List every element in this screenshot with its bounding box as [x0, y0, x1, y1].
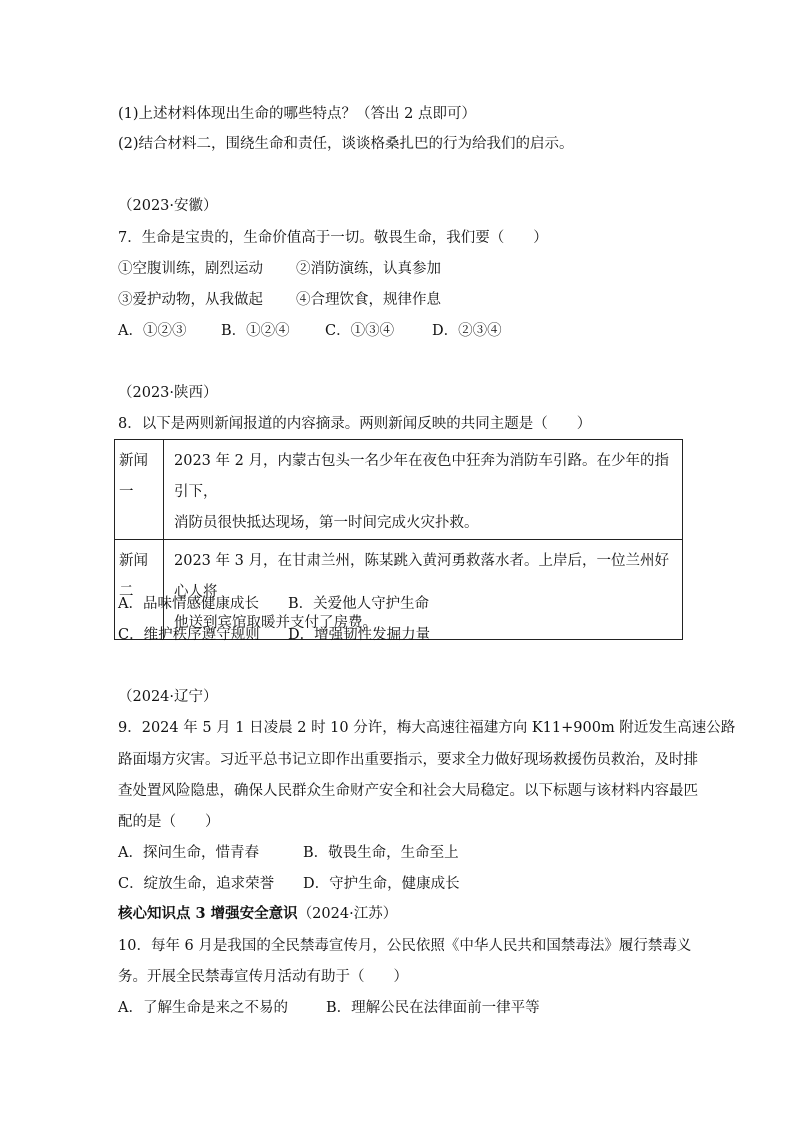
- q8-option-a: A．品味情感健康成长: [118, 596, 259, 612]
- q7-option-a: A．①②③: [118, 323, 187, 339]
- q9-option-c: C．绽放生命，追求荣誉: [118, 876, 275, 892]
- q7-source: （2023·安徽）: [118, 198, 218, 214]
- q7-option-c: C．①③④: [325, 323, 395, 339]
- q6-sub1: (1)上述材料体现出生命的哪些特点？（答出 2 点即可）: [118, 106, 476, 122]
- news-2-head-line1: 新闻: [119, 553, 148, 569]
- q7-option-d: D．②③④: [432, 323, 502, 339]
- q8-stem: 8．以下是两则新闻报道的内容摘录。两则新闻反映的共同主题是（ ）: [118, 416, 592, 432]
- q9-option-b: B．敬畏生命，生命至上: [303, 845, 459, 861]
- q10-option-a: A．了解生命是来之不易的: [118, 1000, 288, 1016]
- q9-line-4: 配的是（ ）: [118, 814, 220, 830]
- q9-line-1: 9．2024 年 5 月 1 日凌晨 2 时 10 分许，梅大高速往福建方向 K11+900m 附近发生高速公路: [118, 720, 736, 736]
- q7-item-2: ②消防演练，认真参加: [296, 261, 441, 277]
- q9-source: （2024·辽宁）: [118, 689, 218, 705]
- q9-option-d: D．守护生命，健康成长: [303, 876, 460, 892]
- section-heading-line: [118, 904, 397, 924]
- q7-item-4: ④合理饮食，规律作息: [296, 292, 441, 308]
- news-2-head-line2: 二: [119, 584, 134, 600]
- q9-option-a: A．探问生命，惜青春: [118, 845, 259, 861]
- q9-line-3: 查处置风险隐患，确保人民群众生命财产安全和社会大局稳定。以下标题与该材料内容最匹: [118, 783, 698, 799]
- news-1-head-line2: 一: [119, 484, 134, 500]
- q7-item-1: ①空腹训练，剧烈运动: [118, 261, 263, 277]
- section-heading: 核心知识点 3 增强安全意识: [118, 905, 298, 922]
- news-1-head-line1: 新闻: [119, 453, 148, 469]
- q10-line-2: 务。开展全民禁毒宣传月活动有助于（ ）: [118, 969, 408, 985]
- q9-line-2: 路面塌方灾害。习近平总书记立即作出重要指示，要求全力做好现场救援伤员救治，及时排: [118, 752, 698, 768]
- section-source: （2024·江苏）: [297, 906, 398, 922]
- table-row: [115, 440, 683, 540]
- q10-line-1: 10．每年 6 月是我国的全民禁毒宣传月，公民依照《中华人民共和国禁毒法》履行禁毒义: [118, 938, 692, 954]
- news-2-line2: 他送到宾馆取暖并支付了房费。: [174, 615, 377, 631]
- q10-option-b: B．理解公民在法律面前一律平等: [326, 1000, 540, 1016]
- q8-option-d: D．增强韧性发掘力量: [288, 627, 431, 643]
- q8-option-c: C．维护秩序遵守规则: [118, 627, 260, 643]
- table-head-cell: [115, 440, 164, 540]
- news-1-line1: 2023 年 2 月，内蒙古包头一名少年在夜色中狂奔为消防车引路。在少年的指引下，: [174, 453, 669, 500]
- q7-stem: 7．生命是宝贵的，生命价值高于一切。敬畏生命，我们要（ ）: [118, 230, 548, 246]
- q8-option-b: B．关爱他人守护生命: [288, 596, 430, 612]
- q7-option-b: B．①②④: [221, 323, 290, 339]
- q6-sub2: (2)结合材料二，围绕生命和责任，谈谈格桑扎巴的行为给我们的启示。: [118, 136, 574, 152]
- news-1-line2: 消防员很快抵达现场，第一时间完成火灾扑救。: [174, 515, 479, 531]
- q7-item-3: ③爱护动物，从我做起: [118, 292, 263, 308]
- news-2-line1: 2023 年 3 月，在甘肃兰州，陈某跳入黄河勇救落水者。上岸后，一位兰州好心人将: [174, 553, 669, 600]
- table-body-cell: [164, 440, 683, 540]
- q8-source: （2023·陕西）: [118, 385, 218, 401]
